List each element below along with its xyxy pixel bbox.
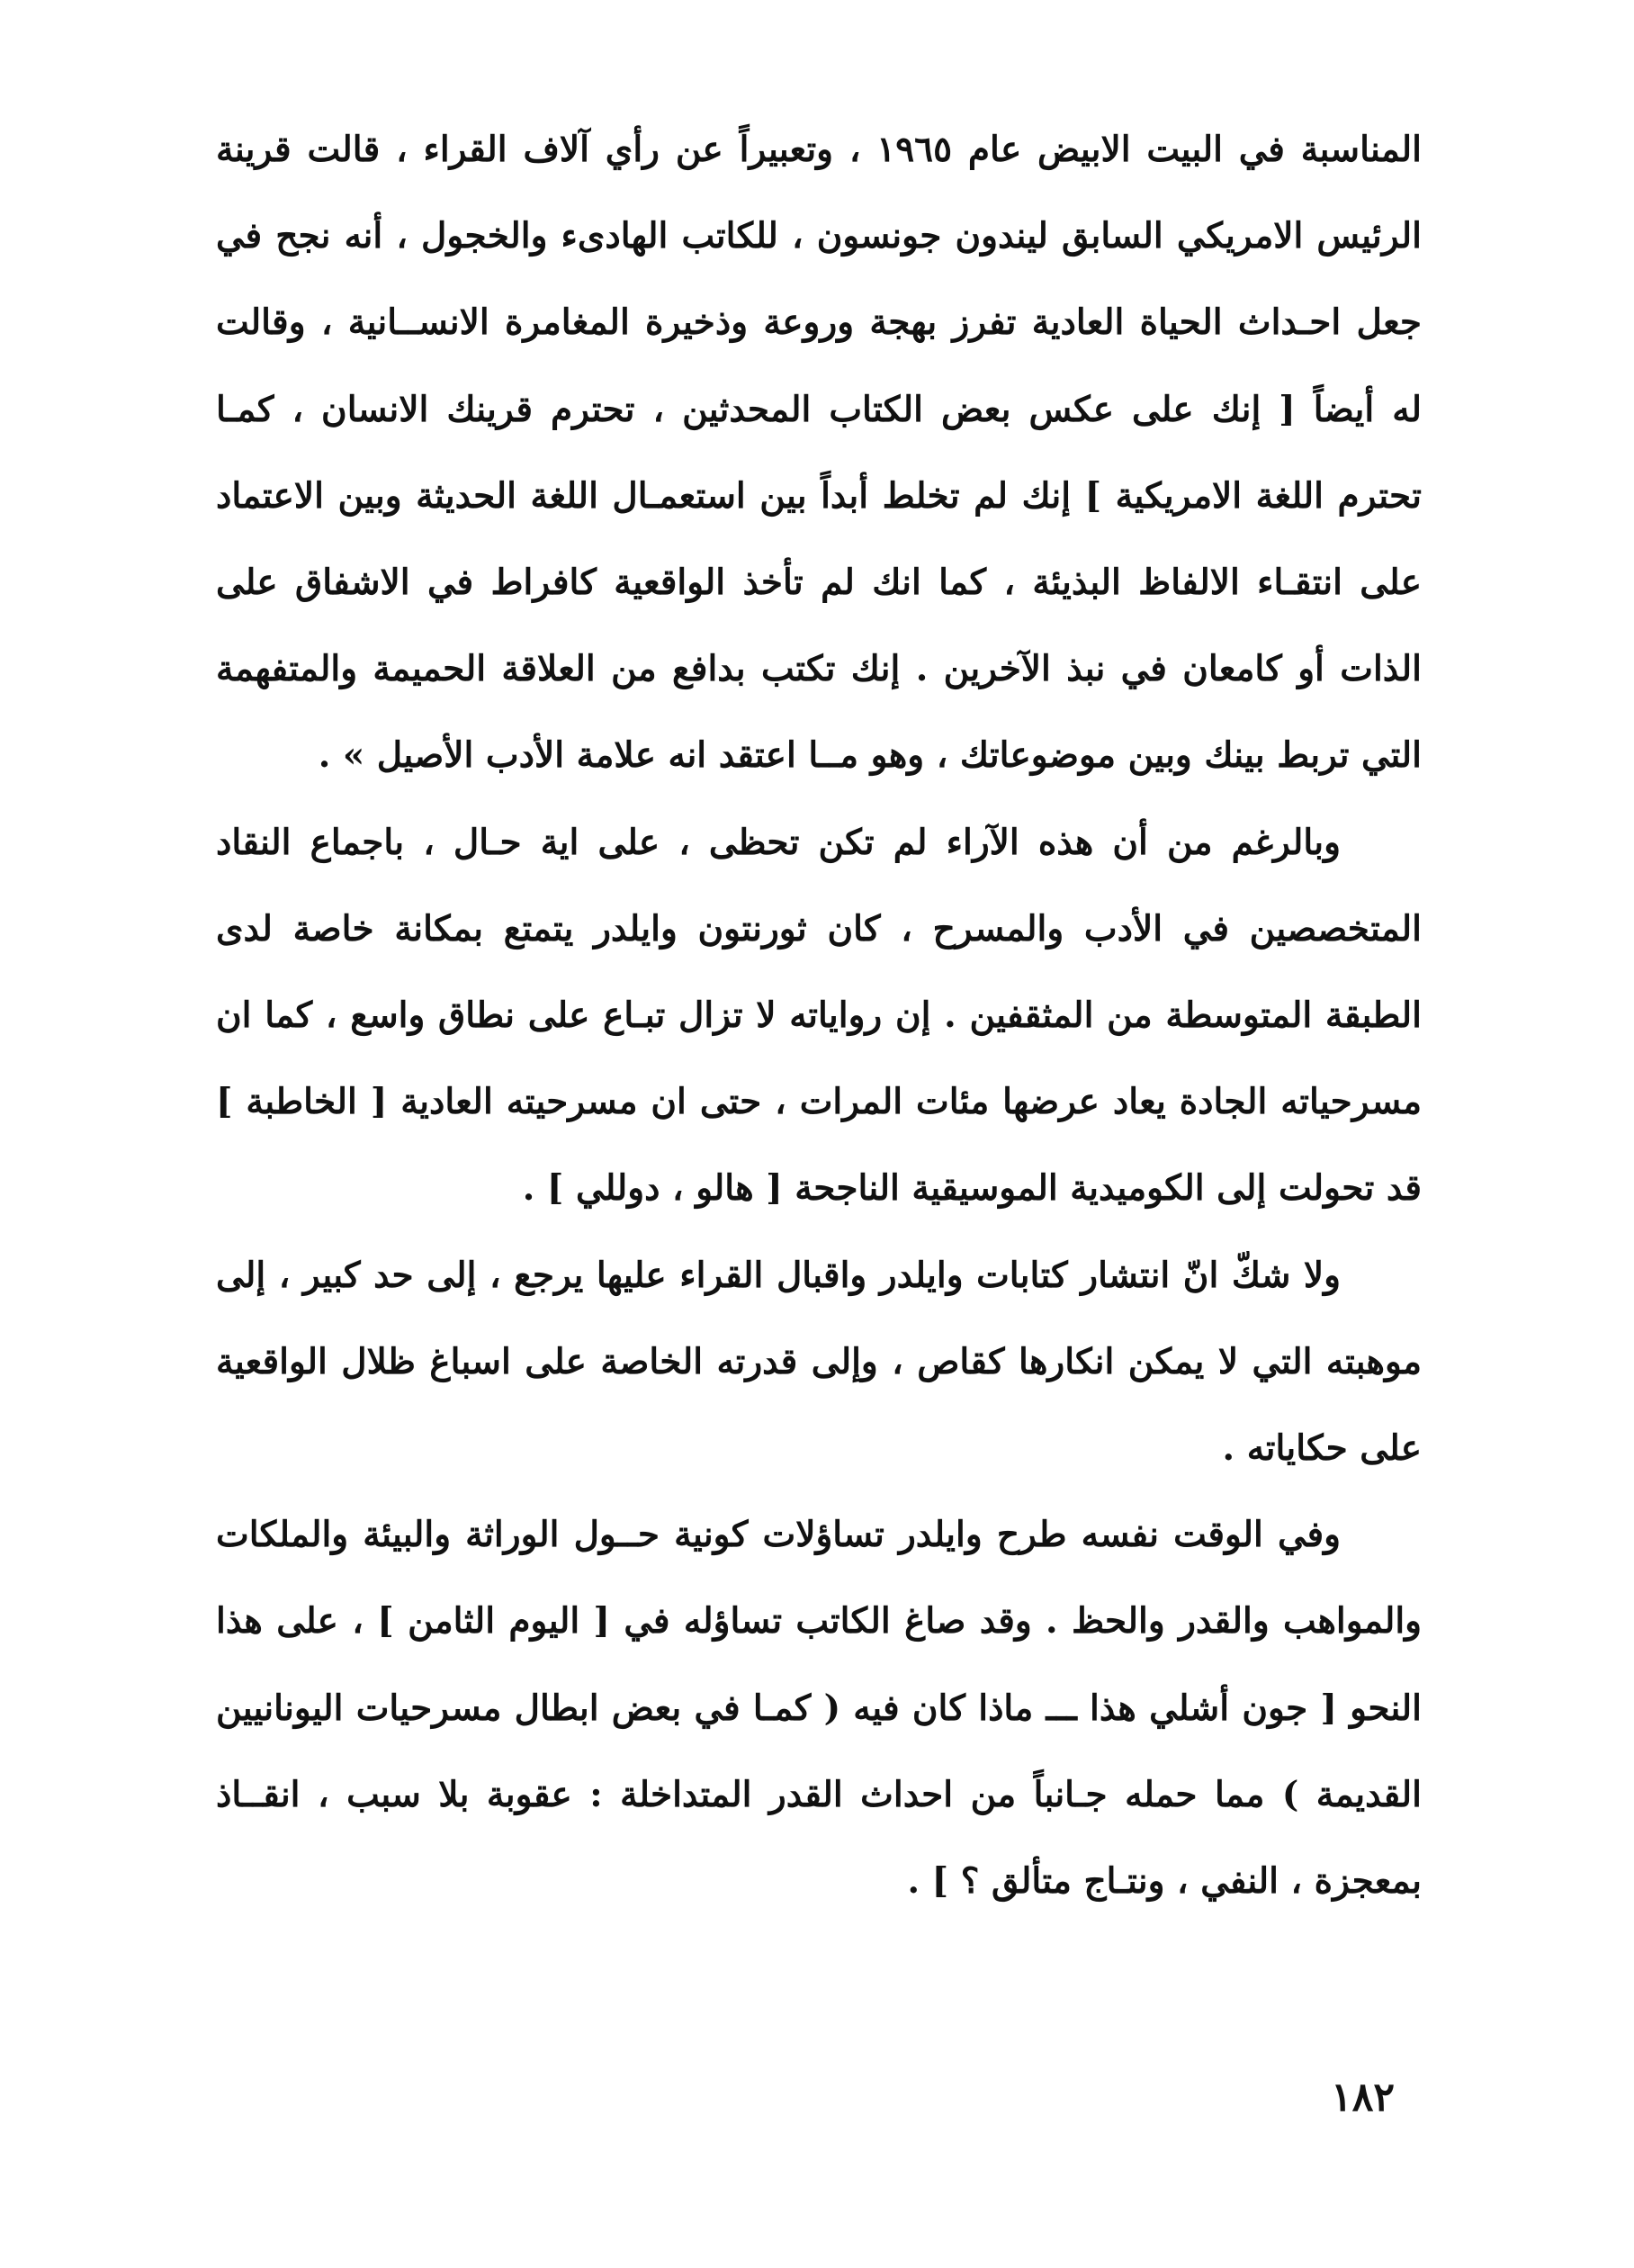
paragraph-3: ولا شكّ انّ انتشار كتابات وايلدر واقبال القراء عليها يرجع ، إلى حد كبير ، إلى موهبته التي لا يمكن انكارها كقاص ، وإلى قدرته الخاصة على اسباغ ظلال الواقعية على حكاياته . <box>216 1254 1422 1470</box>
paragraph-1: المناسبة في البيت الابيض عام ١٩٦٥ ، وتعبيراً عن رأي آلاف القراء ، قالت قرينة الرئيس الامريكي السابق ليندون جونسون ، للكاتب الهادىء والخجول ، أنه نجح في جعل احـداث الحياة العادية تفرز بهجة وروعة وذخيرة المغامرة الانســانية ، وقالت له أيضاً [ إنك على عكس بعض الكتاب المحدثين ، تحترم قرينك الانسان ، كمـا تحترم اللغة الامريكية ] إنك لم تخلط أبداً بين استعمـال اللغة الحديثة وبين الاعتماد على انتقـاء الالفاظ البذيئة ، كما انك لم تأخذ الواقعية كافراط في الاشفاق على الذات أو كامعان في نبذ الآخرين . إنك تكتب بدافع من العلاقة الحميمة والمتفهمة التي تربط بينك وبين موضوعاتك ، وهو مــا اعتقد انه علامة الأدب الأصيل » . <box>216 129 1423 777</box>
paragraph-2: وبالرغم من أن هذه الآراء لم تكن تحظى ، على اية حـال ، باجماع النقاد المتخصصين في الأدب والمسرح ، كان ثورنتون وايلدر يتمتع بمكانة خاصة لدى الطبقة المتوسطة من المثقفين . إن رواياته لا تزال تبـاع على نطاق واسع ، كما ان مسرحياته الجادة يعاد عرضها مئات المرات ، حتى ان مسرحيته العادية [ الخاطبة ] قد تحولت إلى الكوميدية الموسيقية الناجحة [ هالو ، دوللي ] . <box>216 821 1422 1210</box>
page-number: ١٨٢ <box>1331 2074 1395 2120</box>
body-text <box>216 106 1422 1924</box>
paragraph-4: وفي الوقت نفسه طرح وايلدر تساؤلات كونية حــول الوراثة والبيئة والملكات والمواهب والقدر والحظ . وقد صاغ الكاتب تساؤله في [ اليوم الثامن ] ، على هذا النحو [ جون أشلي هذا ـــ ماذا كان فيه ( كمـا في بعض ابطال مسرحيات اليونانيين القديمة ) مما حمله جـانباً من احداث القدر المتداخلة : عقوبة بلا سبب ، انقــاذ بمعجزة ، النفي ، ونتـاج متألق ؟ ] . <box>216 1514 1422 1903</box>
